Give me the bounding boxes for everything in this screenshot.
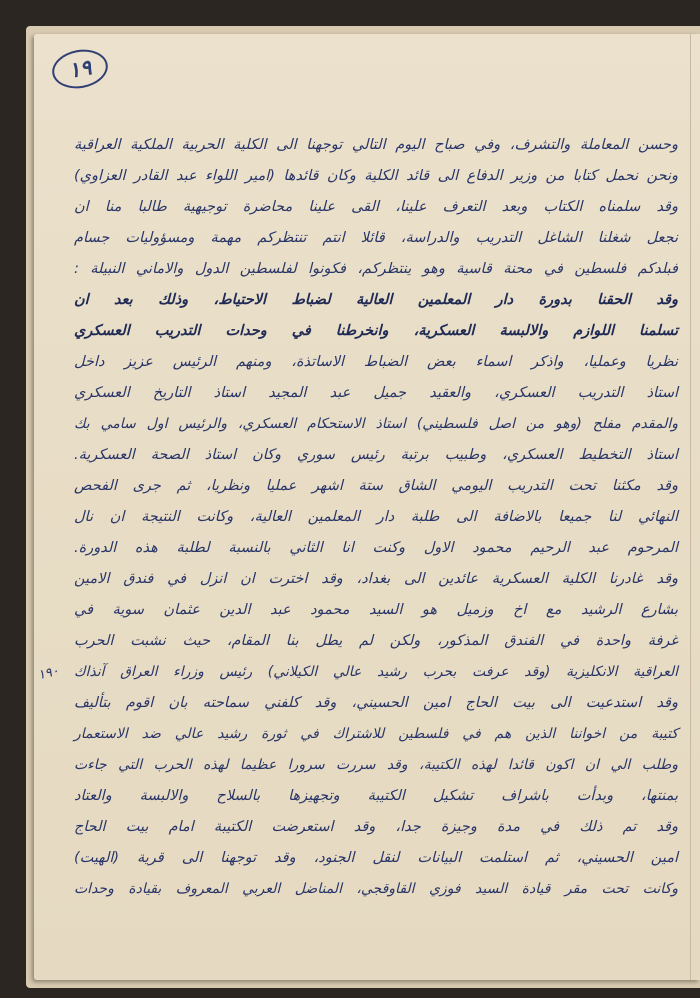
manuscript-line: وقد غادرنا الكلية العسكرية عائدين الى بغداد، وقد اخترت ان انزل في فندق الامين (74, 571, 678, 587)
manuscript-line: وكانت تحت مقر قيادة السيد فوزي القاوقجي، المناضل العربي المعروف بقيادة وحدات (74, 881, 678, 897)
manuscript-line: غرفة واحدة في الفندق المذكور، ولكن لم يطل بنا المقام، حيث نشبت الحرب (74, 633, 678, 649)
manuscript-line: وقد مكثنا تحت التدريب اليومي الشاق ستة اشهر عمليا ونظريا، ثم جرى الفحص (74, 478, 678, 494)
manuscript-line: استاذ التخطيط العسكري، وطبيب برتبة رئيس سوري وكان استاذ الصحة العسكرية. (74, 447, 678, 463)
manuscript-line: نظريا وعمليا، واذكر اسماء بعض الضباط الاساتذة، ومنهم الرئيس عزيز داخل (74, 354, 678, 370)
manuscript-line: وحسن المعاملة والتشرف، وفي صباح اليوم التالي توجهنا الى الكلية الحربية الملكية العراقية (74, 137, 678, 153)
manuscript-line: النهائي لنا جميعا بالاضافة الى طلبة دار المعلمين العالية، وكانت النتيجة ان نال (74, 509, 678, 525)
manuscript-line: استاذ التدريب العسكري، والعقيد جميل عبد المجيد استاذ التاريخ العسكري (74, 385, 678, 401)
manuscript-line: بشارع الرشيد مع اخ وزميل هو السيد محمود عبد الدين عثمان سوية في (74, 602, 678, 618)
manuscript-page (34, 34, 700, 980)
manuscript-line: نجعل شغلنا الشاغل التدريب والدراسة، قائلا انتم تنتظركم مهمة ومسؤوليات جسام (74, 230, 678, 246)
margin-note: ١٩٠ (36, 663, 61, 684)
margin-rule (690, 34, 691, 980)
page-number: ١٩ (49, 45, 111, 92)
manuscript-line: وقد استدعيت الى بيت الحاج امين الحسيني، وقد كلفني سماحته بان اقوم بتأليف (74, 695, 678, 711)
manuscript-line: العراقية الانكليزية (وقد عرفت بحرب رشيد عالي الكيلاني) رئيس وزراء العراق آنذاك (74, 664, 678, 680)
manuscript-line: وقد الحقنا بدورة دار المعلمين العالية لضباط الاحتياط، وذلك بعد ان (74, 292, 678, 308)
manuscript-line: كتيبة من اخواننا الذين هم في فلسطين للاشتراك في ثورة رشيد عالي ضد الاستعمار (74, 726, 678, 742)
manuscript-line: وطلب الي ان اكون قائدا لهذه الكتيبة، وقد سررت سرورا عظيما لهذه الحرب التي جاءت (74, 757, 678, 773)
manuscript-line: المرحوم عبد الرحيم محمود الاول وكنت انا الثاني بالنسبة لطلبة هذه الدورة. (74, 540, 678, 556)
manuscript-line: وقد سلمناه الكتاب وبعد التعرف علينا، القى علينا محاضرة توجيهية طالبا منا ان (74, 199, 678, 215)
manuscript-line: ونحن نحمل كتابا من وزير الدفاع الى قائد الكلية وكان قائدها (امير اللواء عبد القادر العزاوي) (74, 168, 678, 184)
manuscript-line: تسلمنا اللوازم والالبسة العسكرية، وانخرطنا في وحدات التدريب العسكري (74, 323, 678, 339)
manuscript-line: بمنتها، وبدأت باشراف تشكيل الكتيبة وتجهيزها بالسلاح والالبسة والعتاد (74, 788, 678, 804)
manuscript-line: والمقدم مفلح (وهو من اصل فلسطيني) استاذ الاستحكام العسكري، والرئيس اول سامي بك (74, 416, 678, 432)
manuscript-line: امين الحسيني، ثم استلمت البيانات لنقل الجنود، وقد توجهنا الى قرية (الهيت) (74, 850, 678, 866)
manuscript-line: فبلدكم فلسطين في محنة قاسية وهو ينتظركم، فكونوا لفلسطين الدول والاماني النبيلة : (74, 261, 678, 277)
manuscript-line: وقد تم ذلك في مدة وجيزة جدا، وقد استعرضت الكتيبة امام بيت الحاج (74, 819, 678, 835)
handwritten-text (74, 130, 678, 950)
